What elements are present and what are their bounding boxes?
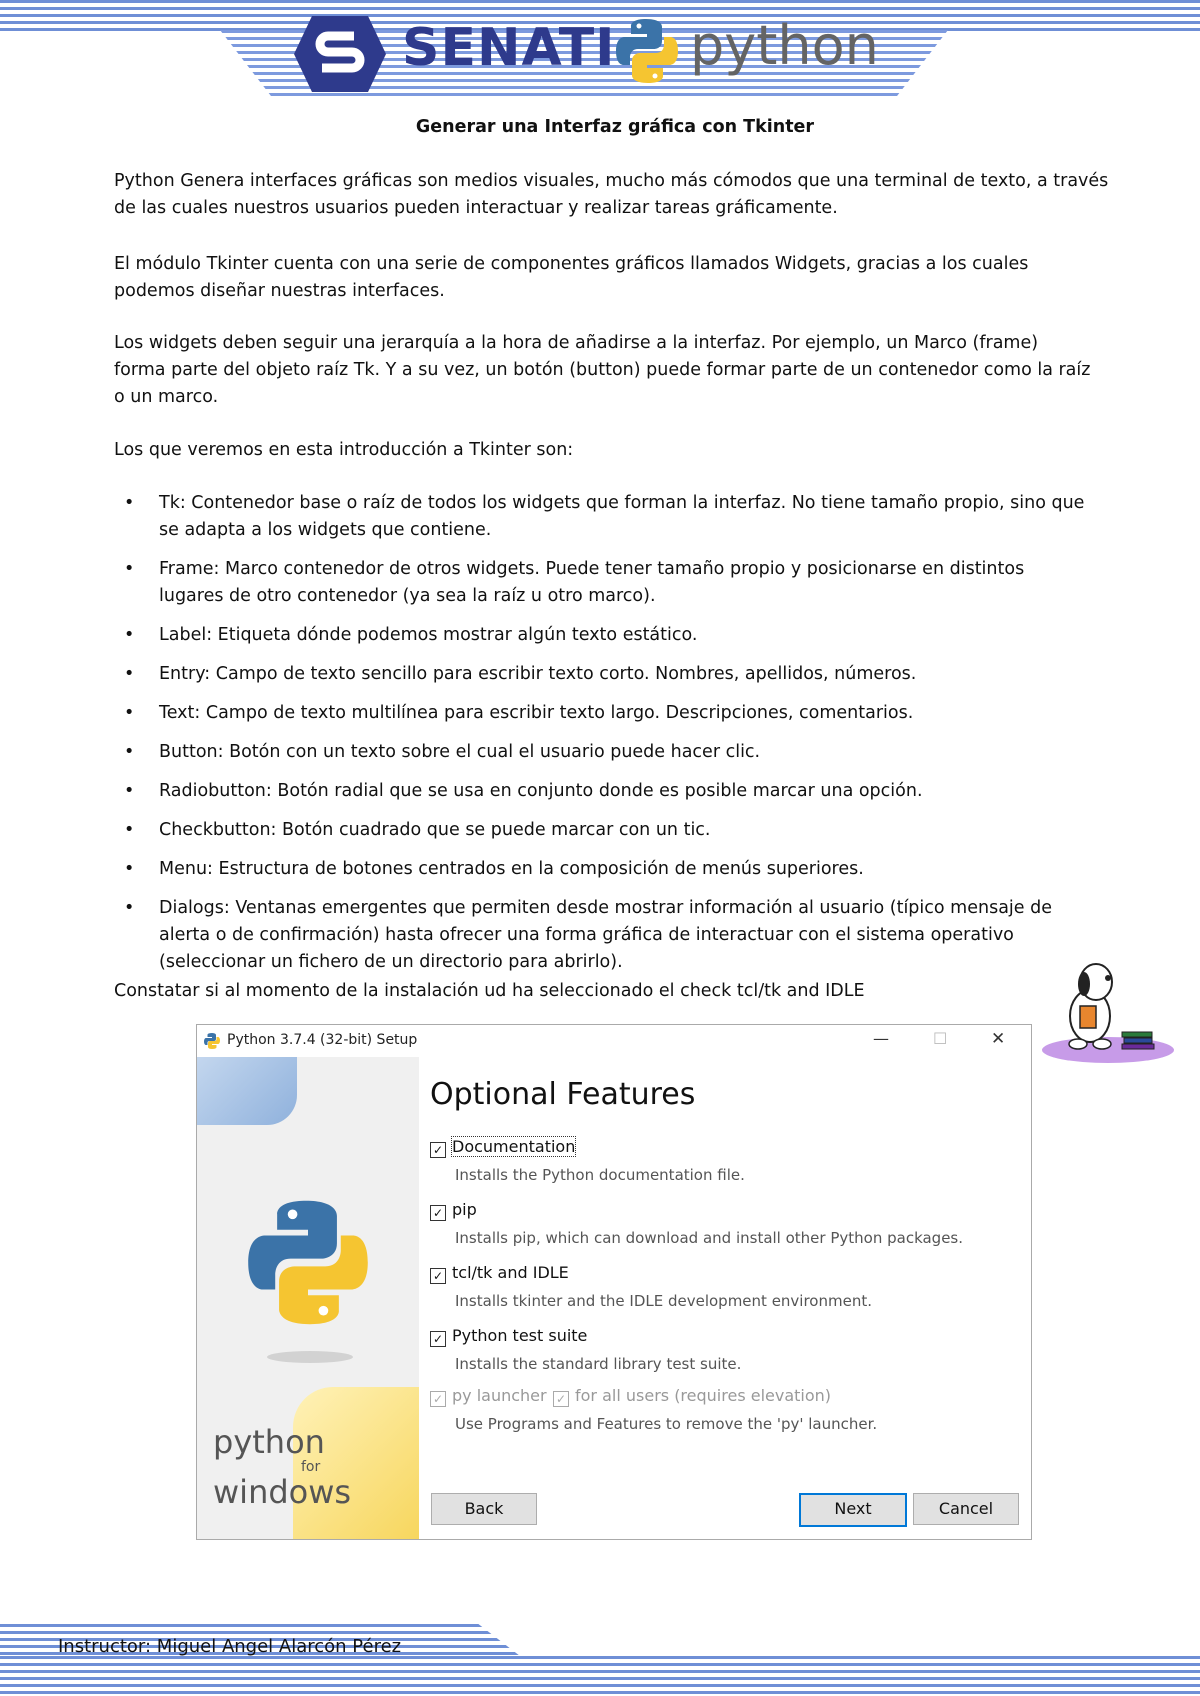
bullet-icon: •	[124, 703, 135, 723]
optional-features-heading: Optional Features	[430, 1077, 696, 1112]
python-logo	[614, 16, 680, 86]
senati-wordmark: SENATI	[402, 18, 616, 78]
text-line: Tk: Contenedor base o raíz de todos los widgets que forman la interfaz. No tiene tamaño propio, sino que	[159, 493, 1085, 513]
window-titlebar	[197, 1025, 1031, 1057]
option-description: Installs pip, which can download and install other Python packages.	[455, 1229, 964, 1247]
cancel-button[interactable]: Cancel	[913, 1493, 1019, 1525]
decorative-blue-shape	[197, 1057, 297, 1125]
text-line: de las cuales nuestros usuarios pueden interactuar y realizar tareas gráficamente.	[114, 198, 838, 218]
bullet-icon: •	[124, 781, 135, 801]
option-description: Use Programs and Features to remove the 'py' launcher.	[455, 1415, 878, 1433]
widgets-paragraph	[114, 251, 1124, 305]
check-icon: ✓	[430, 1205, 446, 1221]
option-label: Python test suite	[452, 1326, 588, 1345]
option-label: Documentation	[452, 1137, 576, 1156]
tcltk-idle-checkbox[interactable]	[430, 1263, 569, 1284]
text-line: se adapta a los widgets que contiene.	[159, 520, 492, 540]
minimize-button[interactable]: —	[873, 1029, 889, 1048]
check-icon: ✓	[553, 1391, 569, 1407]
text-line: Radiobutton: Botón radial que se usa en conjunto donde es posible marcar una opción.	[159, 781, 923, 801]
text-line: Button: Botón con un texto sobre el cual el usuario puede hacer clic.	[159, 742, 761, 762]
option-label: tcl/tk and IDLE	[452, 1263, 569, 1282]
option-description: Installs the Python documentation file.	[455, 1166, 745, 1184]
list-item	[114, 661, 1124, 688]
python-wordmark: python	[690, 14, 879, 77]
option-label: py launcher	[452, 1386, 547, 1405]
side-text-windows: windows	[213, 1473, 352, 1511]
logo-shadow	[267, 1351, 353, 1363]
list-item	[114, 622, 1124, 649]
intro-paragraph	[114, 168, 1124, 222]
document-title: Generar una Interfaz gráfica con Tkinter	[415, 117, 815, 137]
list-item	[114, 556, 1124, 610]
python-setup-window	[196, 1024, 1032, 1540]
option-description: Installs the standard library test suite.	[455, 1355, 742, 1373]
bullet-icon: •	[124, 820, 135, 840]
window-title: Python 3.7.4 (32-bit) Setup	[227, 1032, 418, 1048]
footer-stripes-right	[0, 1656, 1200, 1696]
documentation-checkbox[interactable]	[430, 1137, 575, 1158]
test-suite-checkbox[interactable]	[430, 1326, 587, 1347]
option-label: pip	[452, 1200, 477, 1219]
text-line: Python Genera interfaces gráficas son medios visuales, mucho más cómodos que una terminal de texto, a través	[114, 171, 1109, 191]
text-line: Menu: Estructura de botones centrados en la composición de menús superiores.	[159, 859, 864, 879]
text-line: Text: Campo de texto multilínea para escribir texto largo. Descripciones, comentarios.	[159, 703, 914, 723]
py-launcher-checkbox[interactable]	[430, 1386, 547, 1407]
side-text-python: python	[213, 1423, 325, 1461]
list-item	[114, 700, 1124, 727]
text-line: Entry: Campo de texto sencillo para escribir texto corto. Nombres, apellidos, números.	[159, 664, 917, 684]
text-line: El módulo Tkinter cuenta con una serie de componentes gráficos llamados Widgets, gracias a los cuales	[114, 254, 1029, 274]
instructor-name: Instructor: Miguel Angel Alarcón Pérez	[58, 1636, 402, 1657]
check-icon: ✓	[430, 1142, 446, 1158]
text-line: lugares de otro contenedor (ya sea la raíz u otro marco).	[159, 586, 656, 606]
option-description: Installs tkinter and the IDLE development environment.	[455, 1292, 872, 1310]
text-line: Frame: Marco contenedor de otros widgets. Puede tener tamaño propio y posicionarse en distintos	[159, 559, 1025, 579]
text-line: Checkbutton: Botón cuadrado que se puede marcar con un tic.	[159, 820, 711, 840]
bullet-icon: •	[124, 859, 135, 879]
check-icon: ✓	[430, 1391, 446, 1407]
bullet-icon: •	[124, 664, 135, 684]
text-line: Los que veremos en esta introducción a Tkinter son:	[114, 440, 574, 460]
side-text-for: for	[301, 1459, 321, 1475]
list-item	[114, 490, 1124, 544]
text-line: Los widgets deben seguir una jerarquía a la hora de añadirse a la interfaz. Por ejemplo, un Marco (frame)	[114, 333, 1039, 353]
list-item	[114, 778, 1124, 805]
back-button[interactable]: Back	[431, 1493, 537, 1525]
list-item	[114, 895, 1124, 976]
text-line: (seleccionar un fichero de un directorio para abrirlo).	[159, 952, 623, 972]
close-button[interactable]: ✕	[991, 1029, 1006, 1049]
list-item	[114, 817, 1124, 844]
check-icon: ✓	[430, 1268, 446, 1284]
python-large-logo	[243, 1195, 373, 1330]
snoopy-reading-illustration	[1040, 958, 1180, 1068]
python-for-windows-text	[213, 1425, 351, 1509]
next-button[interactable]: Next	[799, 1493, 907, 1527]
bullet-icon: •	[124, 625, 135, 645]
maximize-button[interactable]: ☐	[933, 1029, 948, 1048]
pip-checkbox[interactable]	[430, 1200, 477, 1221]
list-item	[114, 739, 1124, 766]
all-users-checkbox[interactable]	[553, 1386, 831, 1407]
text-line: alerta o de confirmación) hasta ofrecer una forma gráfica de interactuar con el sistema operativo	[159, 925, 1014, 945]
text-line: forma parte del objeto raíz Tk. Y a su vez, un botón (button) puede formar parte de un contenedor como la raíz	[114, 360, 1091, 380]
text-line: o un marco.	[114, 387, 219, 407]
senati-logo	[292, 14, 388, 94]
text-line: Label: Etiqueta dónde podemos mostrar algún texto estático.	[159, 625, 698, 645]
check-icon: ✓	[430, 1331, 446, 1347]
list-item	[114, 856, 1124, 883]
text-line: podemos diseñar nuestras interfaces.	[114, 281, 445, 301]
hierarchy-paragraph	[114, 330, 1124, 411]
bullet-icon: •	[124, 898, 135, 918]
check-note: Constatar si al momento de la instalación ud ha seleccionado el check tcl/tk and IDLE	[114, 981, 865, 1001]
list-intro-paragraph	[114, 437, 1124, 464]
bullet-icon: •	[124, 742, 135, 762]
python-setup-icon	[203, 1032, 221, 1050]
setup-side-panel	[197, 1057, 419, 1539]
bullet-icon: •	[124, 493, 135, 513]
bullet-icon: •	[124, 559, 135, 579]
option-label: for all users (requires elevation)	[575, 1386, 832, 1405]
widget-list	[114, 490, 1124, 988]
text-line: Dialogs: Ventanas emergentes que permiten desde mostrar información al usuario (típico mensaje de	[159, 898, 1052, 918]
